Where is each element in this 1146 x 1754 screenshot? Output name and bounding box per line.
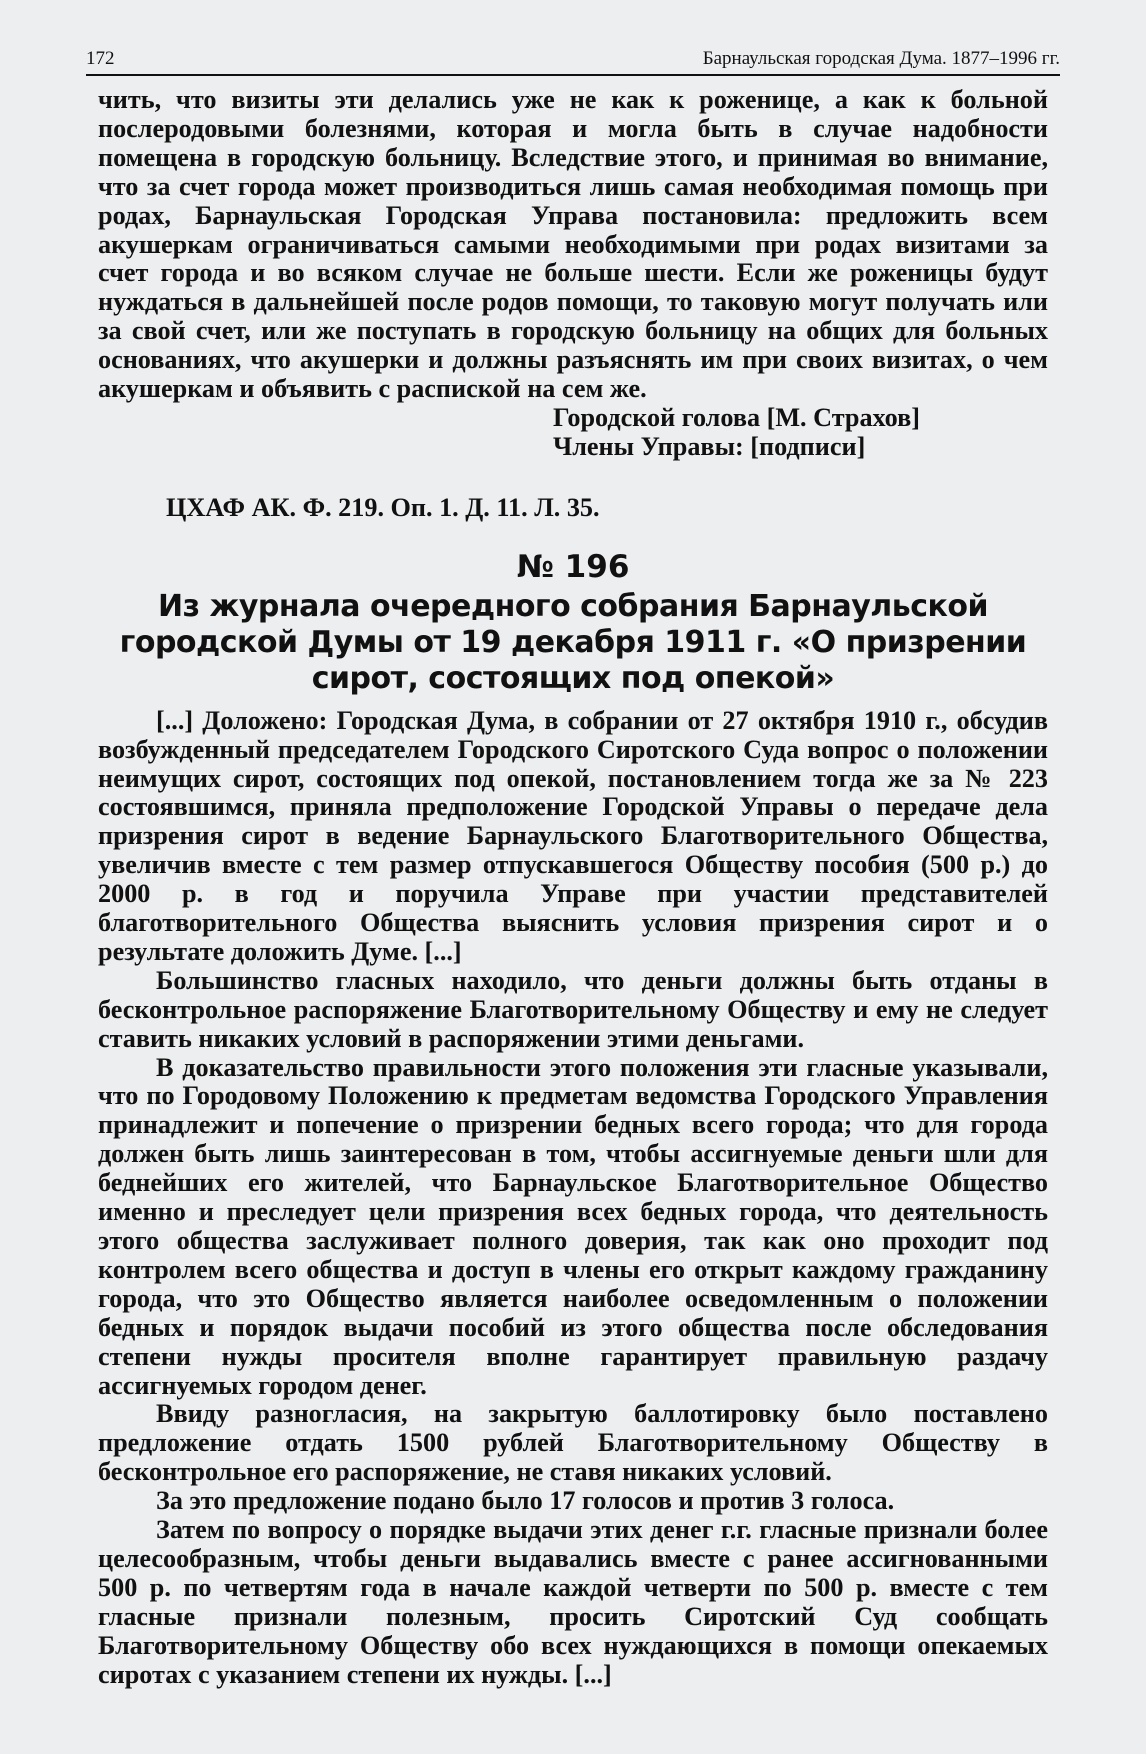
page-number: 172 (86, 48, 115, 69)
document-number: № 196 (516, 548, 630, 585)
body-paragraph: Большинство гласных находило, что деньги должны быть отданы в бесконтрольное распоряжение Благотворительному Обществу и ему не следует ставить никаких условий в распоряжении этими деньгами. (98, 965, 1048, 1053)
page-header (86, 40, 1060, 76)
intro-paragraph: чить, что визиты эти делались уже не как к роженице, а как к больной послеродовыми болезнями, которая и могла быть в случае надобности помещена в городскую больницу. Вследствие этого, и принимая во внимание, что за счет города может производиться лишь самая необходимая помощь при родах, Барнаульская Городская Управа постановила: предложить всем акушеркам ограничиваться самыми необходимыми при родах визитами за счет города и во всяком случае не больше шести. Если же роженицы будут нуждаться в дальнейшей после родов помощи, то таковую могут получать или за свой счет, или же поступать в городскую больницу на общих для больных основаниях, что акушерки и должны разъяснять им при своих визитах, о чем акушеркам и объявить с распиской на сем же. (98, 85, 1048, 404)
body-paragraph: За это предложение подано было 17 голосов и против 3 голоса. (156, 1486, 895, 1516)
members-signature: Члены Управы: [подписи] (553, 431, 866, 461)
body-paragraph: В доказательство правильности этого положения эти гласные указывали, что по Городовому Положению к предметам ведомства Городского Управления принадлежит и попечение о призрении бедных всего города; что для города должен быть лишь заинтересован в том, чтобы ассигнуемые деньги шли для беднейших его жителей, что Барнаульское Благотворительное Общество именно и преследует цели призрения всех бедных города, что деятельность этого общества заслуживает полного доверия, так как оно проходит под контролем всего общества и доступ в члены его открыт каждому гражданину города, что это Общество является наиболее осведомленным о положении бедных и порядок выдачи пособий из этого общества после обследования степени нужды просителя вполне гарантирует правильную раздачу ассигнуемых городом денег. (98, 1052, 1048, 1400)
body-paragraph: Ввиду разногласия, на закрытую баллотировку было поставлено предложение отдать 1500 рублей Благотворительному Обществу в бесконтрольное его распоряжение, не ставя никаких условий. (98, 1399, 1048, 1487)
mayor-signature: Городской голова [М. Страхов] (553, 402, 920, 432)
archive-source: ЦХАФ АК. Ф. 219. Оп. 1. Д. 11. Л. 35. (166, 492, 600, 522)
running-title: Барнаульская городская Дума. 1877–1996 гг. (702, 48, 1060, 69)
body-paragraph: Затем по вопросу о порядке выдачи этих денег г.г. гласные признали более целесообразным, чтобы деньги выдавались вместе с ранее ассигнованными 500 р. по четвертям года в начале каждой четверти по 500 р. вместе с тем гласные признали полезным, просить Сиротский Суд сообщать Благотворительному Обществу обо всех нуждающихся в помощи опекаемых сиротах с указанием степени их нужды. [...] (98, 1515, 1048, 1689)
page-body (98, 86, 1048, 1690)
body-paragraph: [...] Доложено: Городская Дума, в собрании от 27 октября 1910 г., обсудив возбужденный председателем Городского Сиротского Суда вопрос о положении неимущих сирот, состоящих под опекой, постановлением тогда же за № 223 состоявшимся, приняла предположение Городской Управы о передаче дела призрения сирот в ведение Барнаульского Благотворительного Общества, увеличив вместе с тем размер отпускавшегося Обществу пособия (500 р.) до 2000 р. в год и поручила Управе при участии представителей благотворительного Общества выяснить условия призрения сирот и о результате доложить Думе. [...] (98, 705, 1048, 966)
document-title: Из журнала очередного собрания Барнаульской городской Думы от 19 декабря 1911 г. «О призрении сирот, состоящих под опекой» (119, 588, 1027, 696)
